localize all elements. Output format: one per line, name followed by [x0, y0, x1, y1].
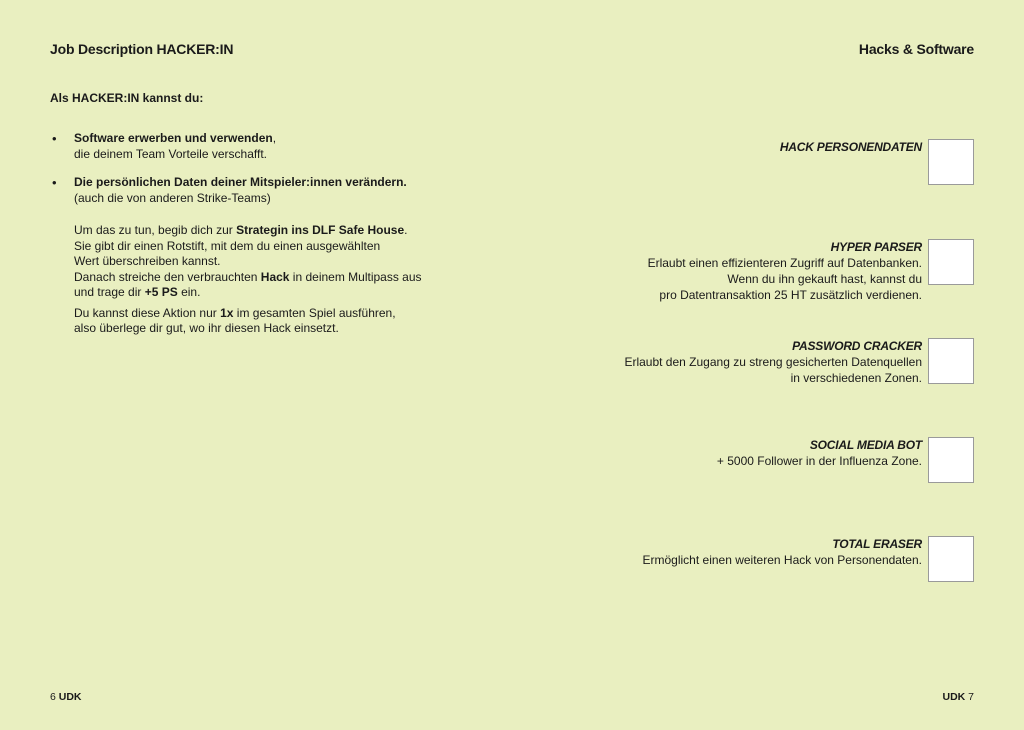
- checkbox[interactable]: [928, 239, 974, 285]
- hack-item-hyper-parser: [534, 239, 974, 302]
- list-item: [50, 131, 430, 162]
- p2-line2: also überlege dir gut, wo ihr diesen Hack einsetzt.: [74, 321, 339, 335]
- abilities-list: [50, 131, 430, 350]
- hack-title: SOCIAL MEDIA BOT: [809, 438, 922, 452]
- hack-desc-line: Wenn du ihn gekauft hast, kannst du: [727, 272, 922, 286]
- hack-title: HYPER PARSER: [830, 240, 922, 254]
- hack-item-social-media-bot: [534, 437, 974, 483]
- intro-text: Als HACKER:IN kannst du:: [50, 91, 204, 105]
- hack-desc-line: Erlaubt den Zugang zu streng gesicherten Datenquellen: [624, 355, 922, 369]
- checkbox[interactable]: [928, 437, 974, 483]
- left-page-header: Job Description HACKER:IN: [50, 41, 234, 57]
- p1-line5-c: ein.: [177, 285, 201, 299]
- list-item: [50, 175, 430, 337]
- p1-line4-c: in deinem Multipass aus: [289, 269, 422, 284]
- page-number: 6: [50, 691, 56, 703]
- right-page-header: Hacks & Software: [858, 41, 974, 57]
- right-footer: [942, 691, 974, 703]
- p1-line5-a: und trage dir: [74, 285, 145, 299]
- p1-line4-a: Danach streiche den verbrauchten: [74, 269, 261, 284]
- hack-title: PASSWORD CRACKER: [792, 339, 922, 353]
- hack-title: TOTAL ERASER: [832, 537, 922, 551]
- checkbox[interactable]: [928, 139, 974, 185]
- p1-line2: Sie gibt dir einen Rotstift, mit dem du einen ausgewählten: [74, 238, 381, 253]
- p1-a: Um das zu tun, begib dich zur: [74, 223, 237, 237]
- checkbox[interactable]: [928, 536, 974, 582]
- hack-desc-line: pro Datentransaktion 25 HT zusätzlich verdienen.: [659, 288, 922, 302]
- hack-desc-line: Ermöglicht einen weiteren Hack von Personendaten.: [642, 553, 922, 567]
- hack-desc-line: in verschiedenen Zonen.: [790, 371, 922, 385]
- p1-line3: Wert überschreiben kannst.: [74, 254, 221, 268]
- hack-item-total-eraser: [534, 536, 974, 582]
- p2-c: im gesamten Spiel ausführen,: [233, 305, 396, 320]
- hack-title: HACK PERSONENDATEN: [779, 140, 922, 154]
- p2-a: Du kannst diese Aktion nur: [74, 305, 221, 320]
- page-number: 7: [968, 691, 974, 703]
- bullet1-bold: Software erwerben und verwenden: [74, 131, 273, 145]
- left-footer: [50, 691, 82, 703]
- checkbox[interactable]: [928, 338, 974, 384]
- bullet1-rest: ,: [272, 131, 277, 145]
- p1-line5-b: +5 PS: [144, 285, 178, 299]
- footer-brand: UDK: [942, 691, 966, 703]
- instructions-paragraph: [74, 223, 430, 301]
- p2-b: 1x: [220, 305, 234, 320]
- p1-line4-b: Hack: [260, 269, 290, 284]
- limit-paragraph: [74, 306, 430, 337]
- p1-b: Strategin ins DLF Safe House: [236, 223, 405, 237]
- hack-desc-line: Erlaubt einen effizienteren Zugriff auf Datenbanken.: [647, 256, 922, 270]
- hack-item-password-cracker: [534, 338, 974, 384]
- footer-brand: UDK: [58, 691, 82, 703]
- bullet1-line2: die deinem Team Vorteile verschafft.: [74, 146, 267, 161]
- p1-c: .: [404, 223, 408, 237]
- hack-desc-line: + 5000 Follower in der Influenza Zone.: [716, 454, 922, 468]
- hack-item-hack-personendaten: [534, 139, 974, 185]
- right-page: [512, 0, 1024, 730]
- bullet2-bold: • Die persönlichen Daten deiner Mitspieler:innen verändern.: [74, 175, 407, 189]
- bullet2-line2: (auch die von anderen Strike-Teams): [74, 190, 271, 205]
